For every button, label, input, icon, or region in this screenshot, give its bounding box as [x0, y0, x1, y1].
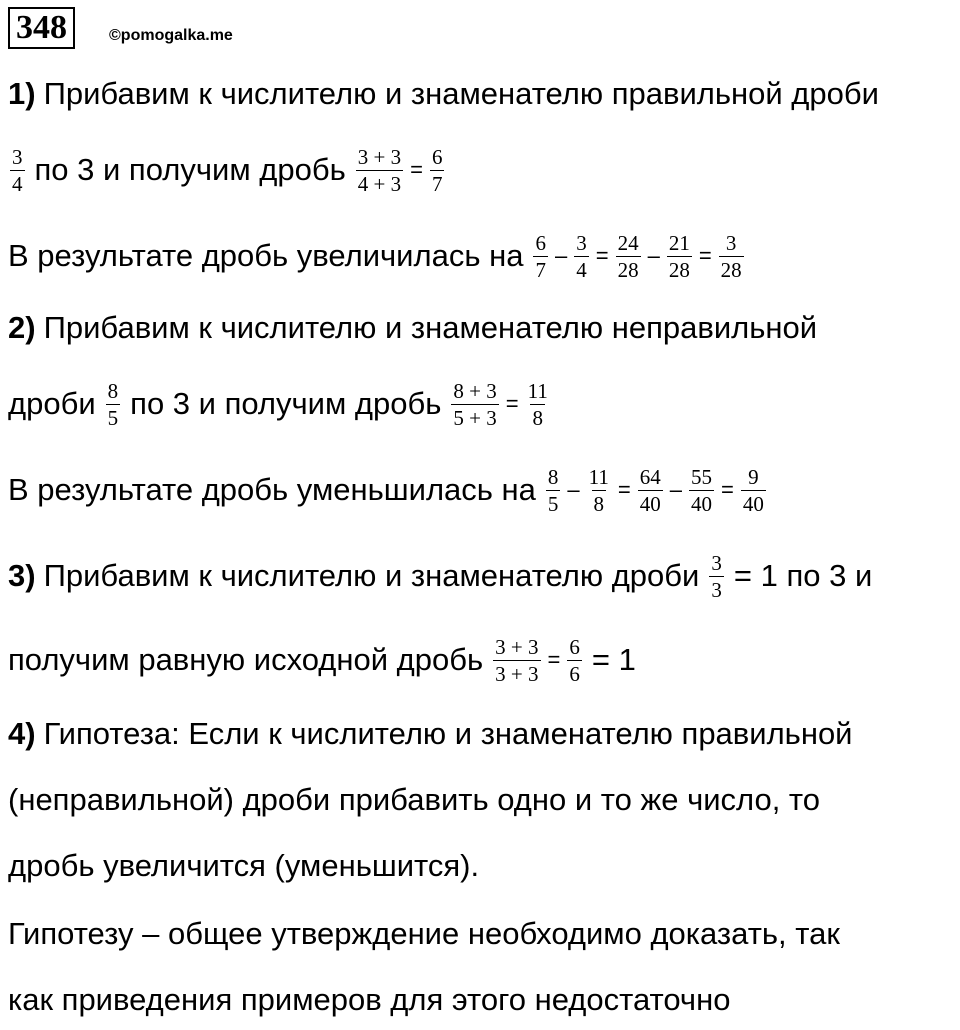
equals-sign: = — [505, 391, 519, 416]
fraction-numerator: 8 — [107, 378, 119, 403]
fraction-numerator: 8 — [547, 464, 559, 489]
fraction — [526, 380, 550, 429]
fraction-denominator: 3 + 3 — [495, 661, 539, 686]
fraction-numerator: 3 — [12, 144, 23, 169]
fraction-denominator: 4 + 3 — [357, 171, 402, 196]
equals-sign: = — [547, 647, 561, 672]
line-10 — [8, 770, 952, 830]
fraction-denominator: 8 — [593, 491, 605, 516]
fraction — [719, 232, 744, 281]
fraction-denominator: 3 — [711, 577, 722, 602]
fraction-numerator: 64 — [639, 464, 661, 489]
fraction — [741, 466, 766, 515]
fraction — [493, 636, 540, 685]
line-12-text: Гипотезу – общее утверждение необходимо доказать, так — [8, 916, 840, 951]
line-7-text: Прибавим к числителю и знаменателю дроби — [43, 558, 700, 593]
line-3-text: В результате дробь увеличилась на — [8, 238, 524, 273]
fraction-numerator: 3 + 3 — [495, 634, 539, 659]
line-2 — [8, 140, 952, 200]
fraction — [106, 380, 121, 429]
line-5-text-start: дроби — [8, 386, 96, 421]
fraction-numerator: 11 — [527, 378, 548, 403]
fraction-numerator: 6 — [569, 634, 580, 659]
line-8 — [8, 630, 952, 690]
fraction — [638, 466, 663, 515]
problem-number: 348 — [8, 7, 75, 49]
fraction-denominator: 4 — [12, 171, 23, 196]
line-9 — [8, 704, 952, 764]
line-8-text: получим равную исходной дробь — [8, 642, 484, 677]
line-11-text: дробь увеличится (уменьшится). — [8, 848, 480, 883]
line-11 — [8, 836, 952, 896]
line-13-text: как приведения примеров для этого недостаточно — [8, 982, 731, 1017]
line-12 — [8, 904, 952, 964]
equals-sign: = — [617, 477, 631, 502]
fraction — [546, 466, 561, 515]
fraction — [574, 232, 589, 281]
line-1 — [8, 64, 952, 124]
fraction-numerator: 3 — [576, 230, 587, 255]
fraction-denominator: 8 — [532, 405, 543, 430]
line-5-text: по 3 и получим дробь — [130, 386, 442, 421]
fraction — [533, 232, 548, 281]
fraction-numerator: 55 — [691, 464, 713, 489]
fraction — [356, 146, 403, 195]
line-5 — [8, 374, 952, 434]
line-7 — [8, 546, 952, 606]
minus-sign: – — [554, 243, 568, 268]
line-3 — [8, 226, 952, 286]
line-6-text: В результате дробь уменьшилась на — [8, 472, 536, 507]
header — [8, 6, 233, 50]
fraction-denominator: 4 — [576, 257, 587, 282]
fraction-numerator: 21 — [668, 230, 690, 255]
fraction-denominator: 5 — [107, 405, 119, 430]
fraction-denominator: 28 — [720, 257, 742, 282]
fraction-numerator: 3 — [711, 550, 722, 575]
fraction — [451, 380, 498, 429]
fraction-numerator: 3 + 3 — [357, 144, 402, 169]
fraction — [10, 146, 25, 195]
fraction — [587, 466, 611, 515]
fraction-denominator: 7 — [431, 171, 443, 196]
line-9-text: Гипотеза: Если к числителю и знаменателю правильной — [43, 716, 853, 751]
line-7-tail: = 1 по 3 и — [733, 558, 873, 593]
fraction — [567, 636, 582, 685]
fraction-denominator: 6 — [569, 661, 580, 686]
line-2-text: по 3 и получим дробь — [34, 152, 346, 187]
fraction-denominator: 28 — [617, 257, 639, 282]
fraction-denominator: 5 — [547, 491, 559, 516]
minus-sign: – — [647, 243, 660, 268]
equals-sign: = — [410, 157, 423, 182]
line-8-tail: = 1 — [591, 642, 636, 677]
line-6 — [8, 460, 952, 520]
step-marker-3: 3) — [8, 558, 36, 593]
line-4 — [8, 298, 952, 358]
step-marker-1: 1) — [8, 76, 36, 111]
fraction-numerator: 3 — [725, 230, 737, 255]
minus-sign: – — [669, 477, 683, 502]
line-13 — [8, 970, 952, 1030]
fraction — [430, 146, 445, 195]
fraction-denominator: 7 — [535, 257, 546, 282]
fraction-denominator: 28 — [668, 257, 690, 282]
fraction-denominator: 5 + 3 — [453, 405, 497, 430]
fraction — [709, 552, 724, 601]
fraction-numerator: 11 — [588, 464, 609, 489]
fraction-numerator: 6 — [535, 230, 546, 255]
fraction-denominator: 40 — [742, 491, 764, 516]
line-4-text: Прибавим к числителю и знаменателю неправильной — [43, 310, 818, 345]
fraction-denominator: 40 — [691, 491, 713, 516]
minus-sign: – — [567, 477, 580, 502]
fraction — [616, 232, 641, 281]
watermark: ©pomogalka.me — [109, 27, 233, 44]
step-marker-4: 4) — [8, 716, 36, 751]
equals-sign: = — [595, 243, 609, 268]
line-1-text: Прибавим к числителю и знаменателю правильной дроби — [43, 76, 879, 111]
line-10-text: (неправильной) дроби прибавить одно и то же число, то — [8, 782, 821, 817]
fraction-numerator: 9 — [748, 464, 759, 489]
equals-sign: = — [698, 243, 712, 268]
step-marker-2: 2) — [8, 310, 36, 345]
fraction-numerator: 8 + 3 — [453, 378, 497, 403]
equals-sign: = — [721, 477, 734, 502]
fraction — [667, 232, 692, 281]
fraction — [689, 466, 714, 515]
fraction-denominator: 40 — [639, 491, 661, 516]
fraction-numerator: 24 — [617, 230, 639, 255]
fraction-numerator: 6 — [431, 144, 443, 169]
